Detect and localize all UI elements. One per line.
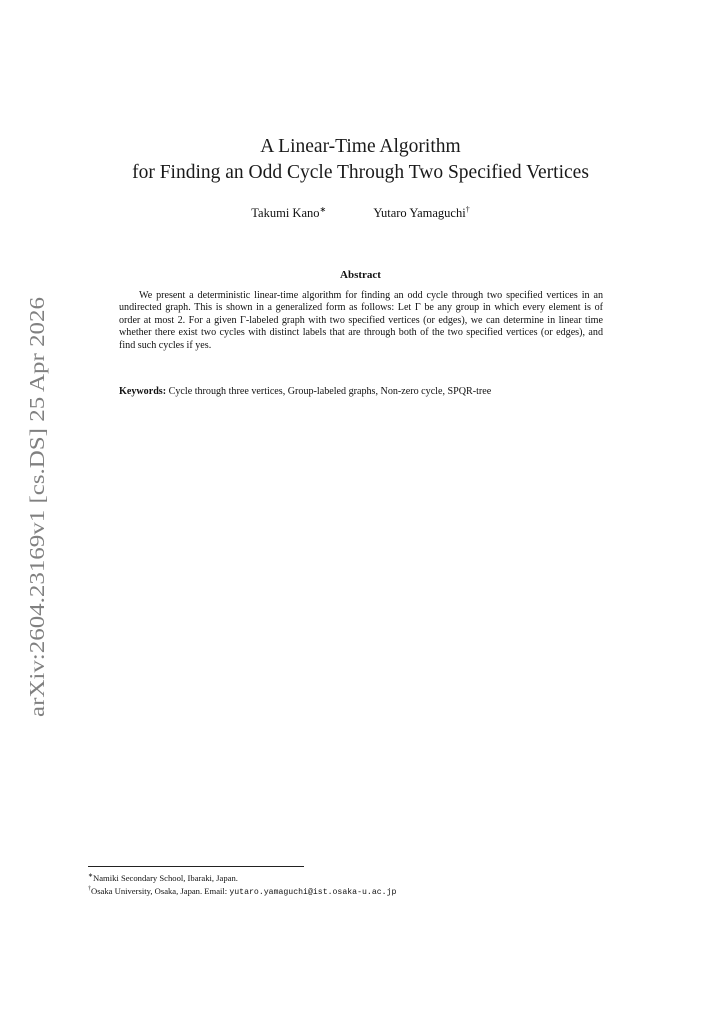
author-email-link[interactable]: yutaro.yamaguchi@ist.osaka-u.ac.jp	[229, 888, 397, 898]
author-2-name: Yutaro Yamaguchi	[373, 206, 466, 221]
author-1-mark: ∗	[319, 205, 327, 214]
paper-title	[0, 134, 721, 186]
keywords-text: Cycle through three vertices, Group-labeled graphs, Non-zero cycle, SPQR-tree	[168, 386, 492, 397]
author-2	[373, 205, 469, 221]
author-list	[0, 205, 721, 221]
author-2-mark: †	[465, 205, 470, 214]
footnote-2	[88, 884, 648, 898]
arxiv-stamp-text: arXiv:2604.23169v1 [cs.DS] 25 Apr 2026	[25, 363, 49, 717]
footnote-1	[88, 871, 648, 884]
arxiv-stamp-svg	[14, 296, 54, 718]
author-1	[251, 205, 326, 221]
footnote-1-mark: ∗	[88, 873, 94, 879]
keywords	[119, 386, 609, 398]
abstract-heading: Abstract	[340, 269, 381, 281]
title-line-2: for Finding an Odd Cycle Through Two Specified Vertices	[132, 162, 589, 183]
footnote-rule	[88, 866, 304, 867]
arxiv-stamp	[14, 296, 54, 718]
keywords-label: Keywords:	[119, 386, 167, 397]
footnote-1-text: Namiki Secondary School, Ibaraki, Japan.	[93, 872, 238, 883]
footnote-2-text: Osaka University, Osaka, Japan. Email:	[91, 886, 230, 897]
title-line-1: A Linear-Time Algorithm	[260, 136, 461, 157]
author-1-name: Takumi Kano	[251, 206, 320, 221]
abstract-body: We present a deterministic linear-time algorithm for finding an odd cycle through two specified vertices in an undirected graph. This is shown in a generalized form as follows: Let Γ be any group in which every element is of order at most 2. For a given Γ-labeled graph with two specified vertices (or edges), we can determine in linear time whether there exist two cycles with distinct labels that are through both of the two specified vertices (or edges), and find such cycles if yes.	[119, 290, 603, 351]
footnotes	[88, 871, 648, 899]
footnote-2-mark: †	[88, 886, 91, 893]
